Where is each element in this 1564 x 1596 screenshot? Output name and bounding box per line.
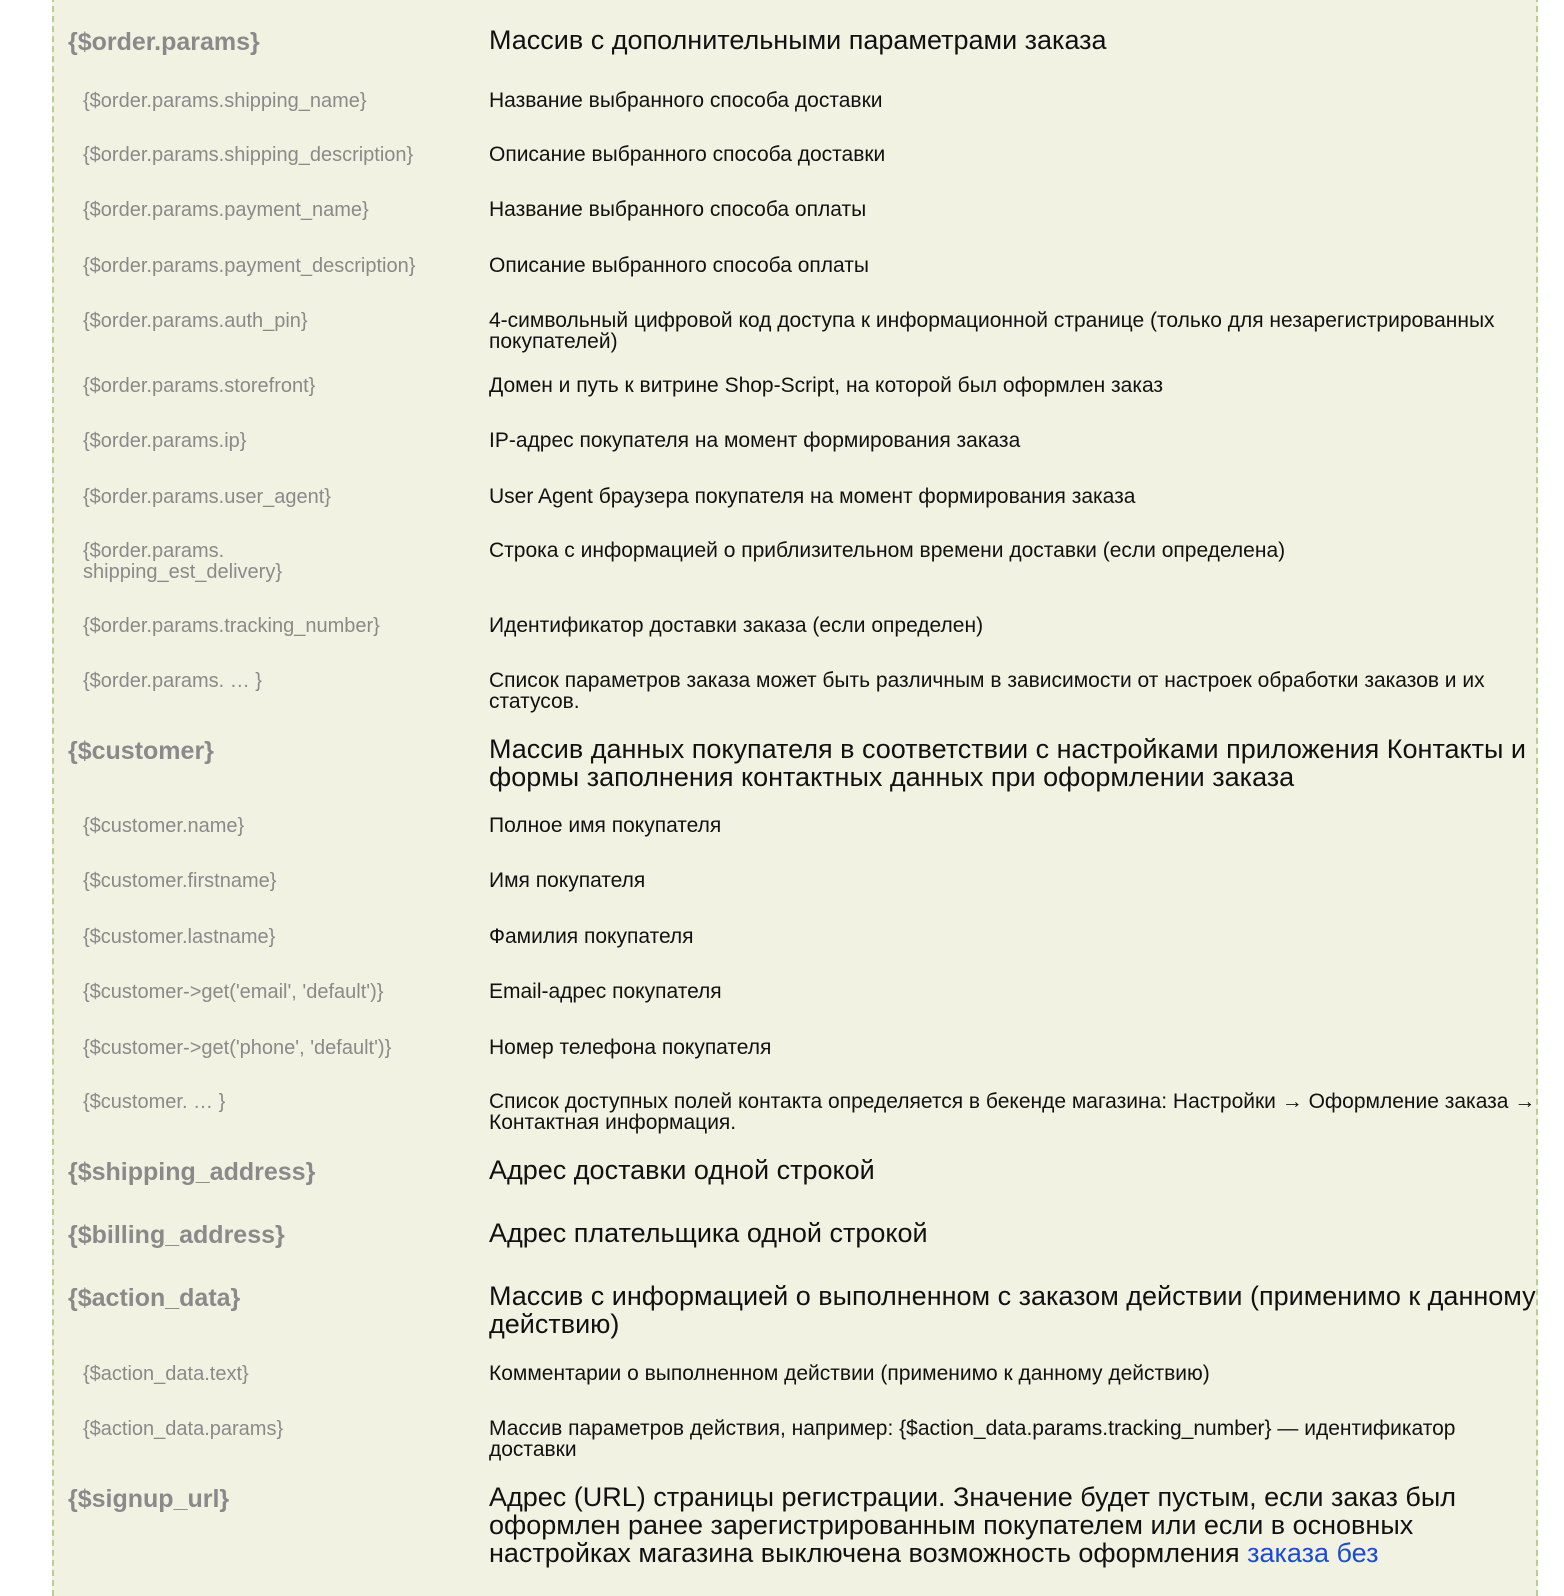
variable-name: {$order.params.payment_description} bbox=[83, 255, 416, 277]
variable-name: {$order.params.storefront} bbox=[83, 375, 316, 397]
variable-name: {$order.params.payment_name} bbox=[83, 199, 369, 221]
variable-description: Массив параметров действия, например: {$action_data.params.tracking_number} — идентификатор доставки bbox=[489, 1417, 1456, 1461]
variable-description: IP-адрес покупателя на момент формирования заказа bbox=[489, 429, 1021, 452]
variable-name: {$shipping_address} bbox=[68, 1158, 316, 1186]
variable-name: {$customer->get('email', 'default')} bbox=[83, 981, 384, 1003]
variable-name: {$customer->get('phone', 'default')} bbox=[83, 1037, 392, 1059]
variable-name: {$customer.name} bbox=[83, 815, 245, 837]
variable-name: {$billing_address} bbox=[68, 1221, 285, 1249]
variable-name bbox=[83, 541, 483, 583]
variable-name: {$signup_url} bbox=[68, 1485, 230, 1513]
variable-name: {$order.params.ip} bbox=[83, 430, 247, 452]
variable-name: {$action_data} bbox=[68, 1284, 241, 1312]
variable-description: Массив с дополнительными параметрами заказа bbox=[489, 25, 1107, 55]
variable-description: Описание выбранного способа оплаты bbox=[489, 254, 869, 277]
variable-description: 4-символьный цифровой код доступа к информационной странице (только для незарегистрированных покупателей) bbox=[489, 309, 1495, 353]
variable-name-line: {$order.params. bbox=[83, 540, 225, 562]
variable-description: Строка с информацией о приблизительном времени доставки (если определена) bbox=[489, 539, 1286, 562]
variable-description: Домен и путь к витрине Shop-Script, на которой был оформлен заказ bbox=[489, 374, 1164, 397]
variable-description: Список параметров заказа может быть различным в зависимости от настроек обработки заказов и их статусов. bbox=[489, 669, 1485, 713]
variable-name: {$action_data.params} bbox=[83, 1418, 284, 1440]
variable-name: {$customer. … } bbox=[83, 1091, 226, 1113]
content-panel bbox=[52, 0, 1538, 1596]
description-text: Адрес (URL) страницы регистрации. Значение будет пустым, если заказ был оформлен ранее зарегистрированным покупателем или если в основных настройках магазина выключена возможность оформления bbox=[489, 1482, 1457, 1568]
variable-name: {$order.params.auth_pin} bbox=[83, 310, 308, 332]
variable-name: {$order.params.shipping_name} bbox=[83, 90, 367, 112]
variable-description: Полное имя покупателя bbox=[489, 814, 722, 837]
variable-description: Фамилия покупателя bbox=[489, 925, 694, 948]
variable-name: {$order.params.user_agent} bbox=[83, 486, 331, 508]
variable-description: Название выбранного способа оплаты bbox=[489, 198, 867, 221]
variable-name: {$action_data.text} bbox=[83, 1363, 249, 1385]
variable-description: Email-адрес покупателя bbox=[489, 980, 722, 1003]
variable-name: {$order.params. … } bbox=[83, 670, 262, 692]
variable-description: User Agent браузера покупателя на момент формирования заказа bbox=[489, 485, 1136, 508]
variable-name: {$order.params.shipping_description} bbox=[83, 144, 414, 166]
variable-description: Номер телефона покупателя bbox=[489, 1036, 772, 1059]
variable-description: Название выбранного способа доставки bbox=[489, 89, 883, 112]
variable-description bbox=[489, 1483, 1539, 1567]
variable-name: {$order.params.tracking_number} bbox=[83, 615, 380, 637]
variable-name: {$customer.lastname} bbox=[83, 926, 276, 948]
order-without-registration-link[interactable]: заказа без bbox=[1247, 1538, 1379, 1568]
variable-name-line: shipping_est_delivery} bbox=[83, 561, 283, 583]
variable-description: Адрес доставки одной строкой bbox=[489, 1155, 875, 1185]
variable-name: {$customer.firstname} bbox=[83, 870, 277, 892]
variable-description: Массив с информацией о выполненном с заказом действии (применимо к данному действию) bbox=[489, 1281, 1536, 1339]
variable-name: {$order.params} bbox=[68, 28, 260, 56]
variable-name: {$customer} bbox=[68, 737, 214, 765]
variable-description: Описание выбранного способа доставки bbox=[489, 143, 886, 166]
variable-description: Массив данных покупателя в соответствии с настройками приложения Контакты и формы заполнения контактных данных при оформлении заказа bbox=[489, 734, 1527, 792]
variable-description: Имя покупателя bbox=[489, 869, 646, 892]
variable-description: Адрес плательщика одной строкой bbox=[489, 1218, 928, 1248]
variable-description: Список доступных полей контакта определяется в бекенде магазина: Настройки → Оформление заказа → Контактная информация. bbox=[489, 1090, 1536, 1134]
variable-description: Комментарии о выполненном действии (применимо к данному действию) bbox=[489, 1362, 1210, 1385]
variable-description: Идентификатор доставки заказа (если определен) bbox=[489, 614, 984, 637]
